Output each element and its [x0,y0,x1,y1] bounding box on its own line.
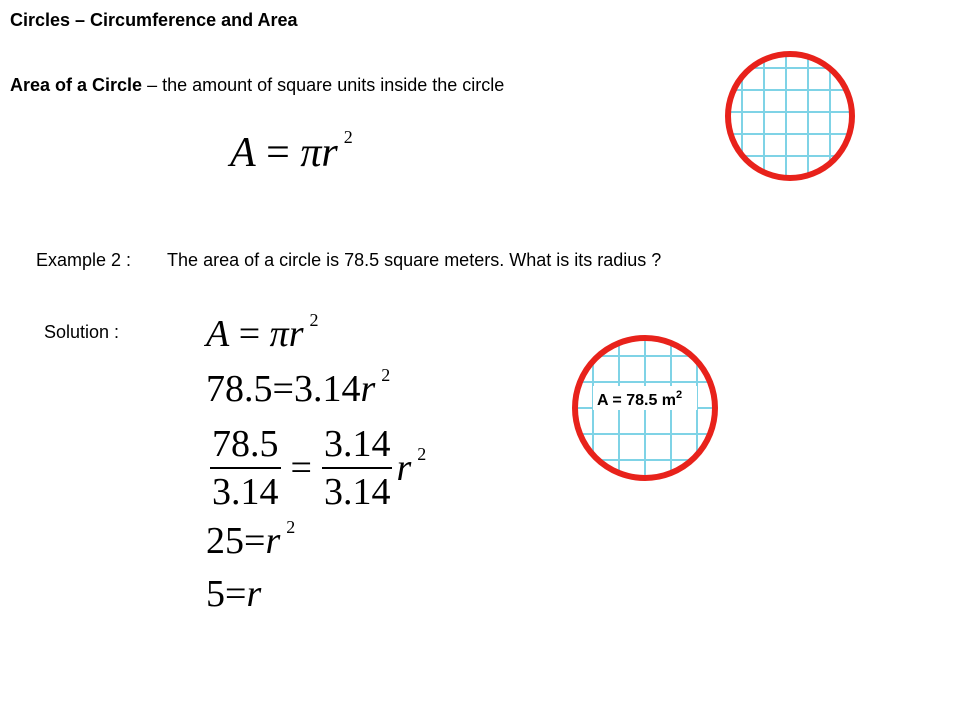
step2-coefficient: 3.14 [293,368,361,410]
step2-r: r [360,368,376,410]
solution-step-5 [206,575,261,613]
page-title: Circles – Circumference and Area [10,10,298,30]
svg-text:A = 78.5 m2 [597,389,682,409]
solution-step-3 [206,425,426,511]
step2-lhs: 78.5 [206,368,273,410]
solution-step-1 [206,310,319,355]
formula-equals: = [266,130,290,176]
area-formula [230,127,353,176]
step3-exponent: 2 [417,444,427,464]
fraction-bar [210,467,281,469]
step4-equals: = [244,520,266,562]
area-definition-term: Area of a Circle [10,75,143,95]
step1-equals: = [238,313,261,355]
solution-step-2 [206,365,391,410]
step3-equals: = [290,447,312,489]
area-definition-text: – the amount of square units inside the circle [142,75,505,95]
step3-denominator-right: 3.14 [323,471,391,513]
solution-label: Solution : [44,322,120,342]
area-definition [10,75,504,96]
solution-step-4 [206,517,296,562]
grid-circle-labeled [567,330,723,491]
step4-lhs: 25 [206,520,244,562]
example-2 [36,250,661,271]
step3-numerator-right: 3.14 [323,423,391,465]
step5-lhs: 5 [206,573,225,615]
example-question: The area of a circle is 78.5 square meters. What is its radius ? [167,250,662,270]
step4-exponent: 2 [286,517,296,537]
step1-pi: π [269,313,289,355]
grid-circle-top [720,46,860,191]
step5-equals: = [225,573,247,615]
step2-equals: = [272,368,294,410]
step4-r: r [265,520,281,562]
step3-fraction-right [322,425,393,511]
step1-exponent: 2 [309,310,319,330]
step3-r: r [396,447,412,489]
grid-lines-top [720,46,860,186]
step3-fraction-left [210,425,281,511]
circle-area-exponent: 2 [676,389,683,401]
formula-pi: π [300,130,322,176]
circle-area-label: A = 78.5 m [597,392,677,409]
step1-lhs: A [206,313,230,355]
example-label: Example 2 : [36,250,132,270]
step3-numerator-left: 78.5 [212,423,279,465]
fraction-bar [322,467,393,469]
step2-exponent: 2 [381,365,391,385]
step5-r: r [246,573,262,615]
formula-lhs: A [230,130,256,176]
formula-exponent: 2 [343,127,353,147]
step3-denominator-left: 3.14 [212,471,279,513]
step1-r: r [288,313,304,355]
formula-r: r [321,130,338,176]
